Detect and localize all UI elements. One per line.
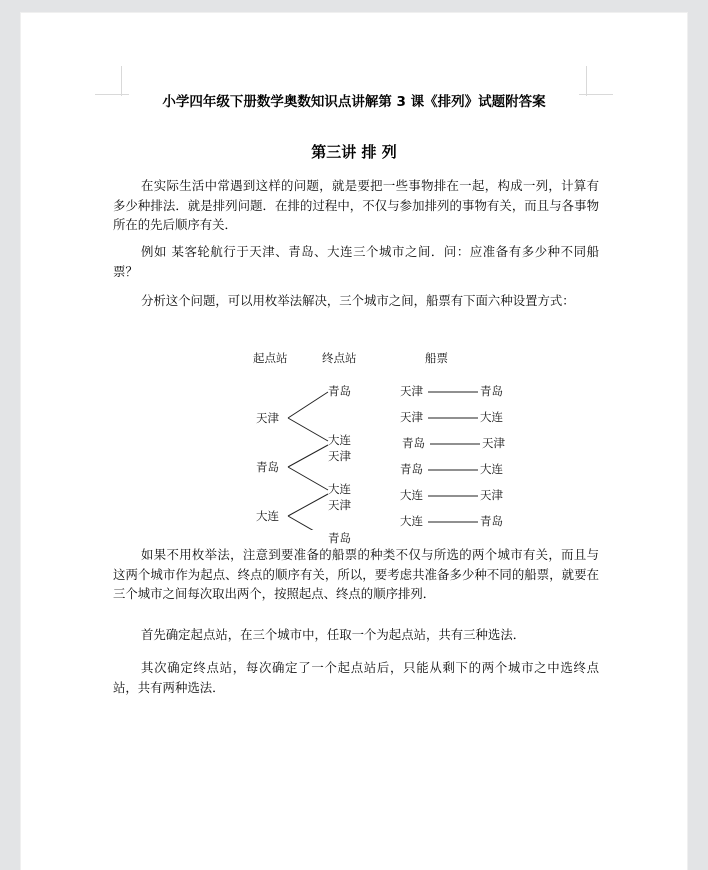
paragraph-step-one: 首先确定起点站，在三个城市中，任取一个为起点站，共有三种选法． xyxy=(141,627,526,642)
diagram-header-origin: 起点站 xyxy=(253,351,288,365)
ticket-to-label: 天津 xyxy=(480,488,503,502)
ticket-to-label: 青岛 xyxy=(480,514,503,528)
ticket-from-label: 大连 xyxy=(400,488,423,502)
tree-origin-label: 天津 xyxy=(256,411,279,425)
ticket-to-label: 大连 xyxy=(480,462,503,476)
permutation-tree-diagram xyxy=(232,350,512,545)
paragraph-analysis: 分析这个问题，可以用枚举法解决，三个城市之间，船票有下面六种设置方式： xyxy=(141,293,575,308)
ticket-connector-lines xyxy=(232,350,512,530)
tree-destination-label: 青岛 xyxy=(328,384,351,398)
tree-destination-label: 天津 xyxy=(328,498,351,512)
tree-destination-label: 青岛 xyxy=(328,531,351,545)
lesson-heading: 第三讲 排 列 xyxy=(311,143,397,161)
ticket-from-label: 天津 xyxy=(400,384,423,398)
ticket-from-label: 天津 xyxy=(400,410,423,424)
diagram-header-destination: 终点站 xyxy=(322,351,357,365)
paragraph-intro: 在实际生活中常遇到这样的问题，就是要把一些事物排在一起，构成一列，计算有多少种排法．就是排列问题．在排的过程中，不仅与参加排列的事物有关，而且与各事物所在的先后顺序有关． xyxy=(113,178,599,232)
tree-destination-label: 天津 xyxy=(328,449,351,463)
tree-destination-label: 大连 xyxy=(328,433,351,447)
paragraph-example: 例如 某客轮航行于天津、青岛、大连三个城市之间．问：应准备有多少种不同船票？ xyxy=(113,244,599,279)
ticket-from-label: 青岛 xyxy=(402,436,425,450)
paragraph-reasoning: 如果不用枚举法，注意到要准备的船票的种类不仅与所选的两个城市有关，而且与这两个城市作为起点、终点的顺序有关，所以，要考虑共准备多少种不同的船票，就要在三个城市之间每次取出两个，按照起点、终点的顺序排列． xyxy=(113,547,599,601)
page-title: 小学四年级下册数学奥数知识点讲解第 3 课《排列》试题附答案 xyxy=(162,94,546,110)
ticket-to-label: 天津 xyxy=(482,436,505,450)
ticket-to-label: 大连 xyxy=(480,410,503,424)
ticket-to-label: 青岛 xyxy=(480,384,503,398)
diagram-header-ticket: 船票 xyxy=(425,351,448,365)
ticket-from-label: 大连 xyxy=(400,514,423,528)
tree-destination-label: 大连 xyxy=(328,482,351,496)
ticket-from-label: 青岛 xyxy=(400,462,423,476)
tree-origin-label: 大连 xyxy=(256,509,279,523)
paragraph-step-two: 其次确定终点站，每次确定了一个起点站后，只能从剩下的两个城市之中选终点站，共有两种选法． xyxy=(113,660,599,695)
tree-origin-label: 青岛 xyxy=(256,460,279,474)
